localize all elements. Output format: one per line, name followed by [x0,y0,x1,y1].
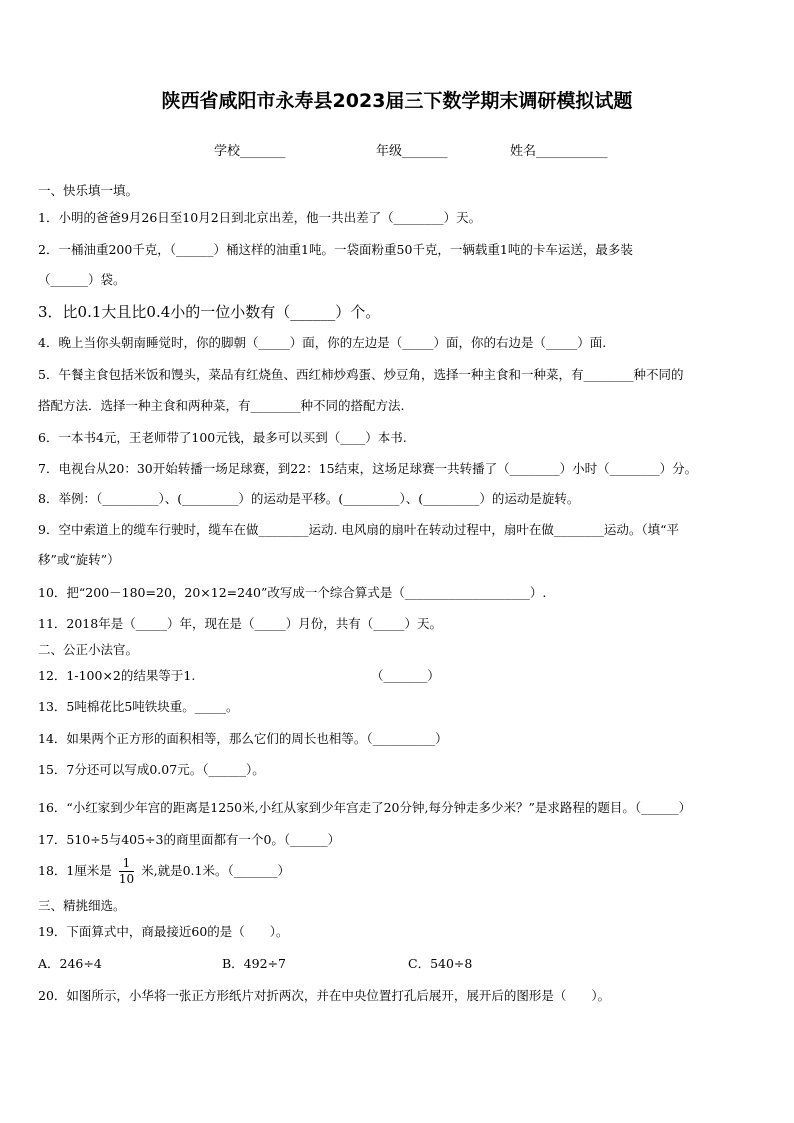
question-12-answer: （_______） [371,668,440,683]
question-5-cont: 搭配方法．选择一种主食和两种菜，有________种不同的搭配方法. [38,398,405,413]
fraction [119,856,134,887]
school-field: 学校_______ [214,144,286,159]
question-14: 14．如果两个正方形的面积相等，那么它们的周长也相等。（__________） [38,731,448,746]
section-heading: 三、精挑细选。 [38,898,126,913]
question-4: 4．晚上当你头朝南睡觉时，你的脚朝（_____）面，你的左边是（_____）面，你的右边是（_____）面. [38,335,607,350]
option-c: C．540÷8 [408,956,473,971]
question-7: 7．电视台从20：30开始转播一场足球赛，到22：15结束，这场足球赛一共转播了（________）小时（________）分。 [38,461,698,476]
name-field: 姓名___________ [510,144,608,159]
question-1: 1．小明的爸爸9月26日至10月2日到北京出差，他一共出差了（________）天。 [38,210,482,225]
question-16: 16．“小红家到少年宫的距离是1250米,小红从家到少年宫走了20分钟,每分钟走多少米？”是求路程的题目。（______） [38,800,692,815]
section-heading: 二、公正小法官。 [38,642,139,657]
question-9: 9．空中索道上的缆车行驶时，缆车在做________运动. 电风扇的扇叶在转动过程中，扇叶在做________运动。（填“平 [38,522,680,537]
option-b: B．492÷7 [222,956,286,971]
question-11: 11．2018年是（_____）年，现在是（_____）月份，共有（_____）天。 [38,616,442,631]
question-8: 8．举例：（_________）、(_________）的运动是平移。(_________）、(_________）的运动是旋转。 [38,491,580,506]
question-15: 15．7分还可以写成0.07元。（______）。 [38,762,265,777]
question-17: 17．510÷5与405÷3的商里面都有一个0。（______） [38,832,341,847]
question-5: 5．午餐主食包括米饭和馒头，菜品有红烧鱼、西红柿炒鸡蛋、炒豆角，选择一种主食和一种菜，有________种不同的 [38,367,684,382]
fraction-numerator: 1 [119,856,134,872]
question-18-text: 18．1厘米是 [38,863,112,878]
question-20: 20．如图所示，小华将一张正方形纸片对折两次，并在中央位置打孔后展开，展开后的图形是（ ）。 [38,988,611,1003]
question-12: 12．1-100×2的结果等于1. [38,668,196,683]
question-2: 2．一桶油重200千克，（______）桶这样的油重1吨。一袋面粉重50千克，一辆载重1吨的卡车运送，最多装 [38,242,633,257]
grade-field: 年级_______ [376,144,448,159]
question-18 [38,856,290,887]
question-9-cont: 移”或“旋转”） [38,552,120,567]
question-3: 3．比0.1大且比0.4小的一位小数有（______）个。 [38,303,381,321]
page-title: 陕西省咸阳市永寿县2023届三下数学期末调研模拟试题 [161,90,633,112]
question-13: 13．5吨棉花比5吨铁块重。_____。 [38,699,239,714]
question-6: 6．一本书4元，王老师带了100元钱，最多可以买到（____）本书. [38,430,407,445]
section-heading: 一、快乐填一填。 [38,183,139,198]
question-10: 10．把“200－180=20，20×12=240”改写成一个综合算式是（____________________）. [38,585,547,600]
fraction-denominator: 10 [118,872,135,886]
question-18-text-end: 米,就是0.1米。（_______） [141,863,290,878]
question-19: 19．下面算式中，商最接近60的是（ ）。 [38,924,289,939]
option-a: A．246÷4 [38,956,102,971]
question-2-cont: （______）袋。 [38,272,126,287]
